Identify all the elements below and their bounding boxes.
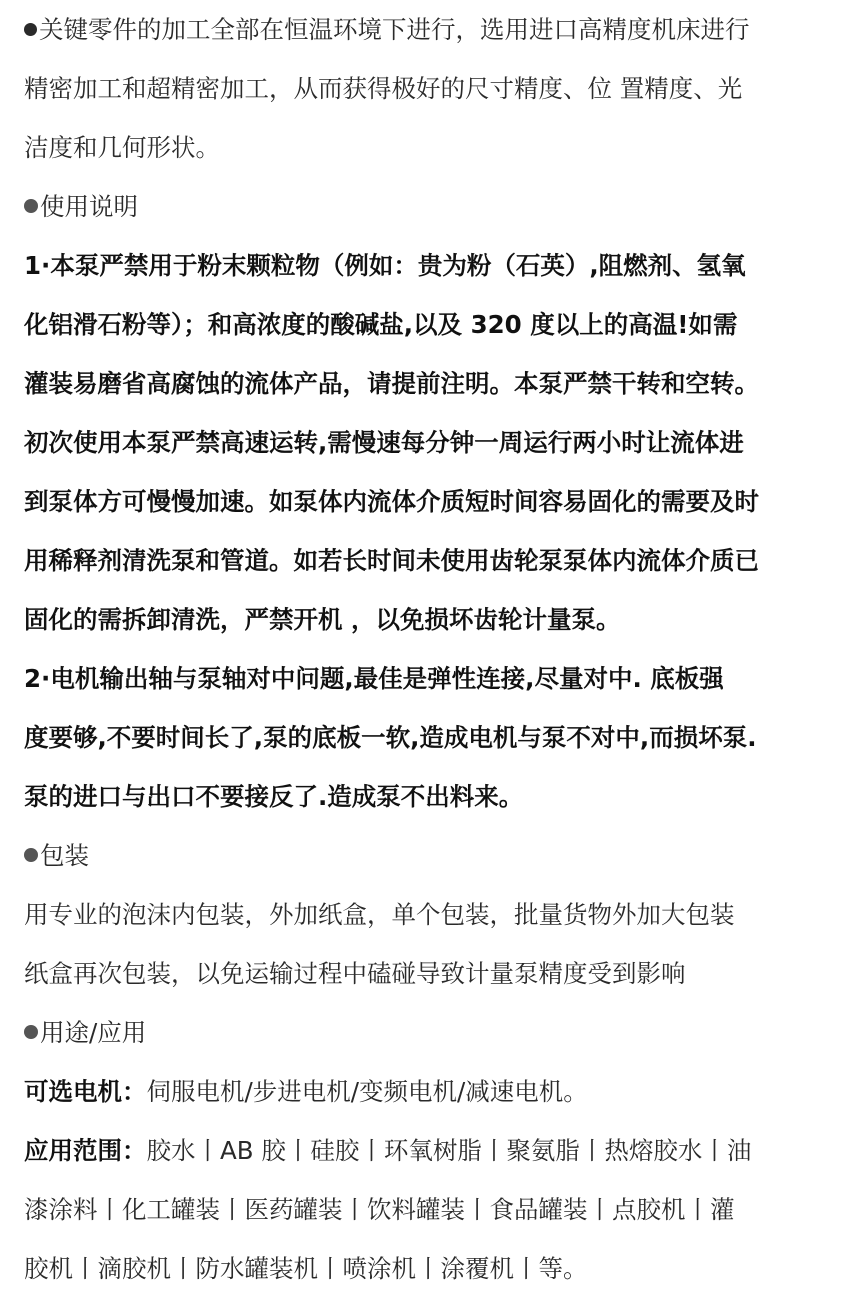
usage-line-6: 用稀释剂清洗泵和管道。如若长时间未使用齿轮泵泵体内流体介质已 [24, 546, 759, 575]
range-line-3: 胶机丨滴胶机丨防水罐装机丨喷涂机丨涂覆机丨等。 [24, 1254, 588, 1283]
intro-text-1: 关键零件的加工全部在恒温环境下进行，选用进口高精度机床进行 [39, 15, 750, 44]
bullet-icon [24, 848, 38, 862]
application-heading [24, 1013, 146, 1053]
packaging-line-2: 纸盒再次包装，以免运输过程中磕碰导致计量泵精度受到影响 [24, 959, 686, 988]
motor-value: 伺服电机/步进电机/变频电机/减速电机。 [146, 1077, 588, 1106]
usage-line-9: 度要够,不要时间长了,泵的底板一软,造成电机与泵不对中,而损坏泵. [24, 723, 757, 752]
packaging-line-1: 用专业的泡沫内包装，外加纸盒，单个包装，批量货物外加大包装 [24, 900, 735, 929]
application-heading-text: 用途/应用 [40, 1018, 147, 1047]
usage-line-3: 灌装易磨省高腐蚀的流体产品，请提前注明。本泵严禁干转和空转。 [24, 369, 759, 398]
usage-line-4: 初次使用本泵严禁高速运转,需慢速每分钟一周运行两小时让流体进 [24, 428, 744, 457]
motor-label: 可选电机： [24, 1077, 147, 1106]
packaging-heading [24, 836, 89, 876]
range-line-2: 漆涂料丨化工罐装丨医药罐装丨饮料罐装丨食品罐装丨点胶机丨灌 [24, 1195, 735, 1224]
usage-line-10: 泵的进口与出口不要接反了.造成泵不出料来。 [24, 782, 524, 811]
bullet-icon [24, 1025, 38, 1039]
range-label: 应用范围： [24, 1136, 147, 1165]
usage-line-2: 化铝滑石粉等）；和高浓度的酸碱盐,以及 320 度以上的高温!如需 [24, 310, 738, 339]
bullet-icon [24, 199, 38, 213]
bullet-icon [24, 23, 37, 36]
packaging-heading-text: 包装 [40, 841, 89, 870]
usage-line-8: 2·电机输出轴与泵轴对中问题,最佳是弹性连接,尽量对中. 底板强 [24, 664, 724, 693]
usage-heading-text: 使用说明 [40, 192, 138, 221]
intro-line-2: 精密加工和超精密加工，从而获得极好的尺寸精度、位 置精度、光 [24, 74, 743, 103]
motor-line [24, 1072, 588, 1112]
intro-line-3: 洁度和几何形状。 [24, 133, 220, 162]
usage-heading [24, 187, 138, 227]
usage-line-1: 1·本泵严禁用于粉末颗粒物（例如：贵为粉（石英）,阻燃剂、氢氧 [24, 251, 746, 280]
intro-line-1 [24, 10, 750, 50]
range-text-1: 胶水丨AB 胶丨硅胶丨环氧树脂丨聚氨脂丨热熔胶水丨油 [146, 1136, 752, 1165]
usage-line-5: 到泵体方可慢慢加速。如泵体内流体介质短时间容易固化的需要及时 [24, 487, 759, 516]
usage-line-7: 固化的需拆卸清洗，严禁开机 ，以免损坏齿轮计量泵。 [24, 605, 621, 634]
range-line-1 [24, 1131, 751, 1171]
